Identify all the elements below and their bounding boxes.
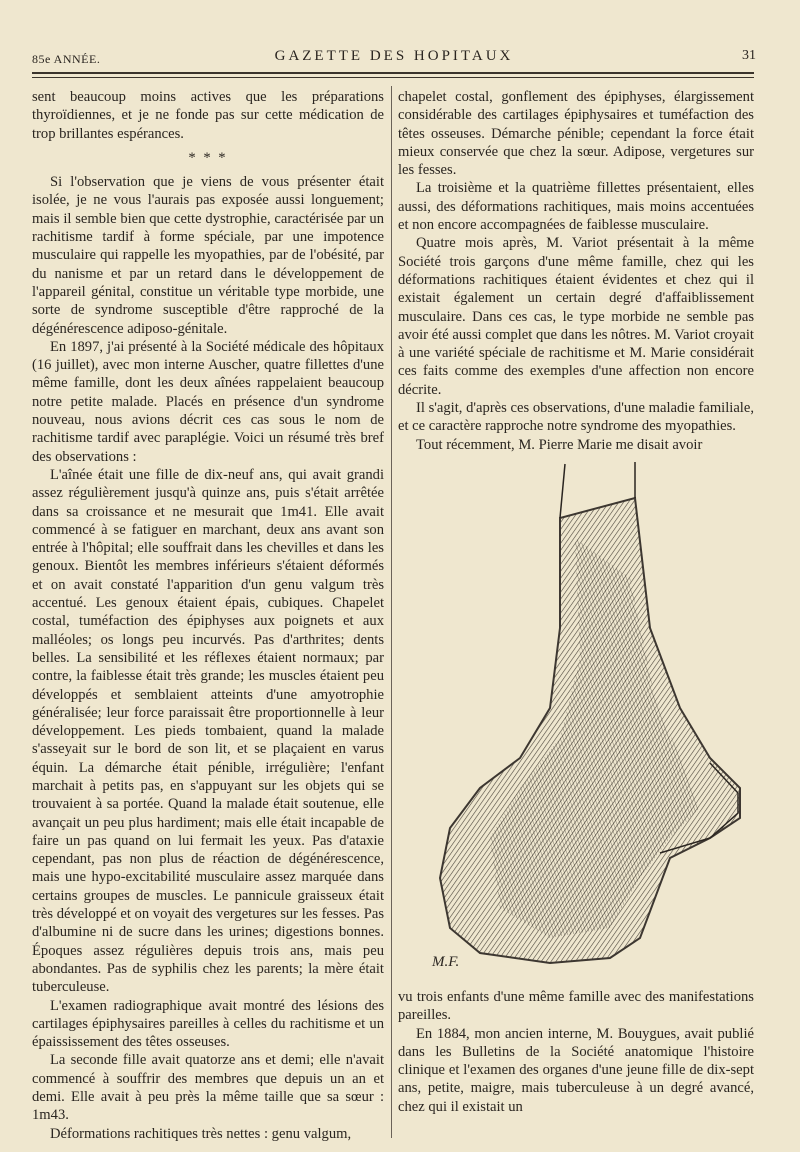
paragraph: chapelet costal, gonflement des épiphyses, élargissement considérable des cartilages épiphysaires et tuméfaction des têtes osseuses. Démarche pénible; cependant la force était mieux conservée que chez la sœur. Adipose, vergetures sur les fesses. bbox=[398, 89, 754, 179]
paragraph: Déformations rachitiques très nettes : genu valgum, bbox=[50, 1125, 352, 1142]
journal-title: GAZETTE DES HOPITAUX bbox=[274, 48, 514, 64]
column-divider bbox=[391, 86, 392, 1138]
paragraph: Quatre mois après, M. Variot présentait à la même Société trois garçons d'une même famille, chez qui les déformations rachitiques étaient évidentes et chez qui il existait également un certain degré d'affaiblissement musculaire. Dans ces cas, le type morbide ne semble pas avoir été aussi complet que dans les nôtres. M. Variot croyait à une variété spéciale de rachitisme et M. Marie considérait ces faits comme des exemples d'une affection non encore décrite. bbox=[398, 235, 754, 398]
illustrator-signature: M.F. bbox=[432, 954, 460, 970]
paragraph: La troisième et la quatrième fillettes présentaient, elles aussi, des déformations rachitiques, mais moins accentuées et non encore accompagnées de faiblesse musculaire. bbox=[398, 180, 754, 234]
right-column-top bbox=[398, 88, 754, 454]
page-header bbox=[32, 44, 756, 70]
right-column-bottom bbox=[398, 988, 754, 1116]
femur-drawing bbox=[410, 458, 750, 982]
header-rule-thick bbox=[32, 72, 754, 74]
paragraph: La seconde fille avait quatorze ans et demi; elle n'avait commencé à souffrir des membres que depuis un an et demi. Elle avait à peu près la même taille que sa sœur : 1m43. bbox=[32, 1052, 384, 1124]
paragraph: vu trois enfants d'une même famille avec des manifestations pareilles. bbox=[398, 989, 754, 1024]
edition-label: 85e ANNÉE. bbox=[32, 52, 101, 66]
bone-illustration bbox=[410, 458, 750, 982]
paragraph: En 1897, j'ai présenté à la Société médicale des hôpitaux (16 juillet), avec mon interne Auscher, quatre fillettes d'une même famille, dont les deux aînées rappelaient beaucoup notre petite malade. Placés en présence d'un syndrome nouveau, nous avions décrit ces cas sous le nom de rachitisme tardif avec paraplégie. Voici un résumé très bref des observations : bbox=[32, 338, 384, 465]
left-column bbox=[32, 88, 384, 1143]
paragraph: L'aînée était une fille de dix-neuf ans, qui avait grandi assez régulièrement jusqu'à quinze ans, puis s'était arrêtée dans sa croissance et ne mesurait que 1m41. Elle avait commencé à se fatiguer en marchant, deux ans avant son entrée à l'hôpital; elle souffrait dans les chevilles et dans les genoux. Bientôt les membres inférieurs s'étaient déformés et on avait constaté l'apparition d'un genu valgum très accentué. Les genoux étaient épais, cubiques. Chapelet costal, tuméfaction des épiphyses aux poignets et aux malléoles; os longs peu incurvés. Pas d'arthrites; dents belles. La sensibilité et les réflexes étaient normaux; par contre, la faiblesse était très grande; les muscles étaient peu développés et semblaient atteints d'une amyotrophie généralisée; leur force paraissait être proportionnelle à leur développement. Les pieds tombaient, quand la malade s'asseyait sur le bord de son lit, et se plaçaient en varus équin. La démarche était pénible, irrégulière; l'enfant marchait à petits pas, en s'appuyant sur les objets qui se trouvaient à sa portée. Quand la malade était soutenue, elle avançait un peu plus hardiment; mais elle était incapable de faire un pas quand on lui fermait les yeux. Pas d'ataxie cependant, pas non plus de réaction de dégénérescence, mais une hypo-excitabilité musculaire assez marquée dans certains groupes de muscles. Le pannicule graisseux était très développé et on voyait des vergetures sur les fesses. Pas d'albumine ni de sucre dans les urines; digestions bonnes. Époques assez régulières depuis trois ans, mais peu abondantes. Pas de syphilis chez les parents; la mère était tuberculeuse. bbox=[32, 466, 384, 996]
page-number: 31 bbox=[742, 48, 756, 63]
paragraph: L'examen radiographique avait montré des lésions des cartilages épiphysaires pareilles à celles du rachitisme et un épaississement des têtes osseuses. bbox=[32, 997, 384, 1051]
paragraph: Tout récemment, M. Pierre Marie me disait avoir bbox=[416, 436, 703, 453]
header-rule-thin bbox=[32, 77, 754, 78]
section-separator: * * * bbox=[188, 149, 228, 166]
paragraph: Il s'agit, d'après ces observations, d'une maladie familiale, et ce caractère rapproche notre syndrome des myopathies. bbox=[398, 400, 754, 435]
paragraph: sent beaucoup moins actives que les préparations thyroïdiennes, et je ne fonde pas sur cette médication de trop brillantes espérances. bbox=[32, 89, 384, 142]
paragraph: En 1884, mon ancien interne, M. Bouygues, avait publié dans les Bulletins de la Société anatomique l'histoire clinique et l'examen des organes d'une jeune fille de dix-sept ans, petite, maigre, mais tuberculeuse à un degré avancé, chez qui il existait un bbox=[398, 1025, 754, 1115]
paragraph: Si l'observation que je viens de vous présenter était isolée, je ne vous l'aurais pas exposée aussi longuement; mais il semble bien que cette dystrophie, caractérisée par un rachitisme tardif à forme spéciale, par une impotence musculaire qui rappelle les myopathies, par de l'obésité, par du nanisme et par un retard dans le développement de l'appareil génital, constitue un véritable type morbide, une sorte de syndrome susceptible d'être rapproché de la dégénérescence adiposo-génitale. bbox=[32, 174, 384, 337]
